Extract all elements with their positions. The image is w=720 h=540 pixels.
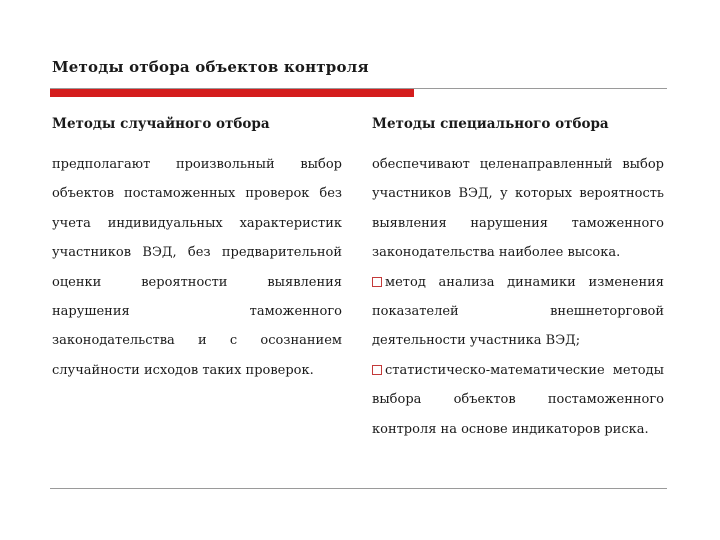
right-column-intro: обеспечивают целенаправленный выбор участников ВЭД, у которых вероятность выявления нарушения таможенного законодательства наиболее высока. xyxy=(372,157,664,261)
bullet-text: статистическо-математические методы выбора объектов постаможенного контроля на основе индикаторов риска. xyxy=(372,362,664,437)
bullet-item xyxy=(372,268,664,356)
left-column-text: предполагают произвольный выбор объектов постаможенных проверок без учета индивидуальных характеристик участников ВЭД, без предварительной оценки вероятности выявления нарушения таможенного законодательства и с осознанием случайности исходов таких проверок. xyxy=(52,157,342,378)
right-column-heading: Методы специального отбора xyxy=(372,116,609,132)
right-column-body xyxy=(372,150,664,444)
accent-bar xyxy=(50,89,414,97)
square-bullet-icon xyxy=(372,277,382,287)
bullet-text: метод анализа динамики изменения показателей внешнеторговой деятельности участника ВЭД; xyxy=(372,274,664,349)
square-bullet-icon xyxy=(372,365,382,375)
bullet-item xyxy=(372,356,664,444)
left-column-heading: Методы случайного отбора xyxy=(52,116,270,132)
left-column-body xyxy=(52,150,342,385)
bottom-divider xyxy=(50,488,667,489)
slide-title: Методы отбора объектов контроля xyxy=(52,58,369,76)
